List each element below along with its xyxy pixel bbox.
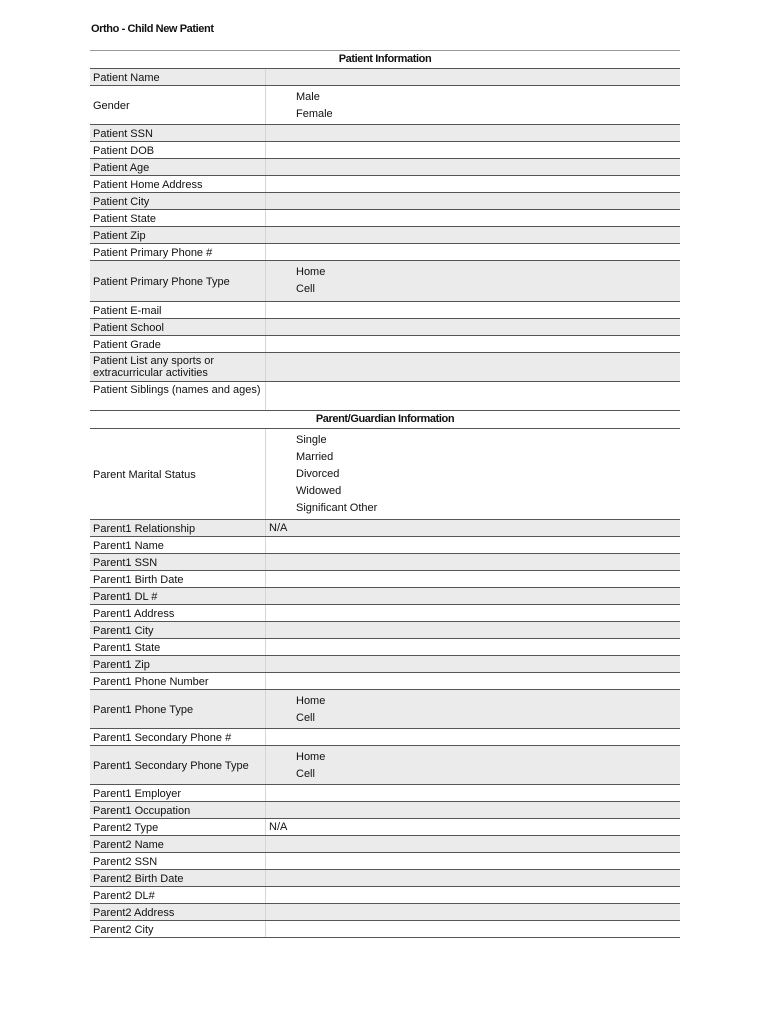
patient-zip-field[interactable] (266, 227, 680, 243)
parent1-phone-number-field[interactable] (266, 673, 680, 689)
form-row-parent2-city (90, 921, 680, 938)
parent1-ssn-field[interactable] (266, 554, 680, 570)
field-label: Parent1 Secondary Phone Type (90, 746, 266, 784)
field-label: Parent2 City (90, 921, 266, 937)
field-label: Parent1 Name (90, 537, 266, 553)
option-married[interactable]: Married (296, 451, 334, 463)
option-home[interactable]: Home (296, 695, 326, 707)
form-row-patient-age (90, 159, 680, 176)
form-row-patient-ssn (90, 125, 680, 142)
field-label: Parent2 Address (90, 904, 266, 920)
patient-name-field[interactable] (266, 69, 680, 85)
field-label: Parent1 State (90, 639, 266, 655)
field-value: N/A (269, 821, 288, 833)
form-row-parent1-secondary-phone-type (90, 746, 680, 785)
form-row-patient-state (90, 210, 680, 227)
patient-city-field[interactable] (266, 193, 680, 209)
field-label: Patient DOB (90, 142, 266, 158)
section-header-patient-information: Patient Information (90, 51, 680, 69)
form-row-parent2-address (90, 904, 680, 921)
patient-grade-field[interactable] (266, 336, 680, 352)
field-label: Patient Home Address (90, 176, 266, 192)
parent1-zip-field[interactable] (266, 656, 680, 672)
form-row-parent1-employer (90, 785, 680, 802)
option-male[interactable]: Male (296, 91, 320, 103)
form-row-patient-home-address (90, 176, 680, 193)
patient-ssn-field[interactable] (266, 125, 680, 141)
parent1-dl-field[interactable] (266, 588, 680, 604)
patient-email-field[interactable] (266, 302, 680, 318)
form-row-parent2-ssn (90, 853, 680, 870)
option-home[interactable]: Home (296, 266, 326, 278)
parent1-occupation-field[interactable] (266, 802, 680, 818)
field-label: Parent2 SSN (90, 853, 266, 869)
form-row-parent1-secondary-phone (90, 729, 680, 746)
form-row-parent1-relationship (90, 520, 680, 537)
field-label: Parent1 Address (90, 605, 266, 621)
parent2-address-field[interactable] (266, 904, 680, 920)
form-row-parent1-zip (90, 656, 680, 673)
patient-age-field[interactable] (266, 159, 680, 175)
form-row-parent2-dl (90, 887, 680, 904)
parent1-phone-type-field (266, 690, 680, 728)
parent1-employer-field[interactable] (266, 785, 680, 801)
field-label: Patient Zip (90, 227, 266, 243)
option-cell[interactable]: Cell (296, 283, 315, 295)
field-label: Patient Grade (90, 336, 266, 352)
field-label: Patient Primary Phone Type (90, 261, 266, 301)
parent2-ssn-field[interactable] (266, 853, 680, 869)
form-row-patient-primary-phone-type (90, 261, 680, 302)
parent1-secondary-phone-field[interactable] (266, 729, 680, 745)
field-label: Parent1 Birth Date (90, 571, 266, 587)
parent2-birth-date-field[interactable] (266, 870, 680, 886)
parent-marital-status-field (266, 429, 680, 519)
parent1-name-field[interactable] (266, 537, 680, 553)
form-row-patient-school (90, 319, 680, 336)
form-row-patient-siblings (90, 382, 680, 411)
parent1-city-field[interactable] (266, 622, 680, 638)
form-row-patient-grade (90, 336, 680, 353)
field-label: Parent1 Phone Type (90, 690, 266, 728)
field-label: Patient Name (90, 69, 266, 85)
form-row-gender (90, 86, 680, 125)
field-label: Parent1 Secondary Phone # (90, 729, 266, 745)
field-label: Patient List any sports or extracurricular activities (90, 353, 266, 381)
form-row-patient-zip (90, 227, 680, 244)
form-row-parent1-ssn (90, 554, 680, 571)
patient-form-table (90, 50, 680, 938)
field-label: Gender (90, 86, 266, 124)
option-widowed[interactable]: Widowed (296, 485, 342, 497)
field-label: Parent Marital Status (90, 429, 266, 519)
form-row-parent1-name (90, 537, 680, 554)
field-label: Patient Age (90, 159, 266, 175)
field-label: Patient School (90, 319, 266, 335)
field-label: Patient State (90, 210, 266, 226)
form-row-patient-primary-phone (90, 244, 680, 261)
patient-primary-phone-type-field (266, 261, 680, 301)
option-cell[interactable]: Cell (296, 712, 315, 724)
form-row-patient-email (90, 302, 680, 319)
parent1-state-field[interactable] (266, 639, 680, 655)
form-row-parent1-city (90, 622, 680, 639)
form-row-patient-dob (90, 142, 680, 159)
parent1-secondary-phone-type-field (266, 746, 680, 784)
form-row-parent1-address (90, 605, 680, 622)
field-label: Parent1 Relationship (90, 520, 266, 536)
form-row-parent-marital-status (90, 429, 680, 520)
option-female[interactable]: Female (296, 108, 333, 120)
field-value: N/A (269, 522, 288, 534)
field-label: Parent2 Birth Date (90, 870, 266, 886)
form-row-patient-name (90, 69, 680, 86)
field-label: Parent1 SSN (90, 554, 266, 570)
field-label: Parent2 Type (90, 819, 266, 835)
field-label: Patient Siblings (names and ages) (90, 382, 266, 410)
patient-siblings-field[interactable] (266, 382, 680, 410)
patient-activities-field[interactable] (266, 353, 680, 381)
form-row-parent1-birth-date (90, 571, 680, 588)
form-row-parent1-phone-number (90, 673, 680, 690)
field-label: Parent2 DL# (90, 887, 266, 903)
option-home[interactable]: Home (296, 751, 326, 763)
section-header-parent-guardian-information: Parent/Guardian Information (90, 411, 680, 429)
form-row-parent1-occupation (90, 802, 680, 819)
option-divorced[interactable]: Divorced (296, 468, 340, 480)
patient-school-field[interactable] (266, 319, 680, 335)
parent1-birth-date-field[interactable] (266, 571, 680, 587)
form-row-parent1-state (90, 639, 680, 656)
parent2-city-field[interactable] (266, 921, 680, 937)
patient-dob-field[interactable] (266, 142, 680, 158)
parent2-type-field[interactable] (266, 819, 680, 835)
patient-primary-phone-field[interactable] (266, 244, 680, 260)
document-title: Ortho - Child New Patient (91, 23, 214, 35)
form-row-parent1-phone-type (90, 690, 680, 729)
form-row-parent1-dl (90, 588, 680, 605)
field-label: Patient Primary Phone # (90, 244, 266, 260)
field-label: Patient E-mail (90, 302, 266, 318)
field-label: Patient SSN (90, 125, 266, 141)
parent1-relationship-field[interactable] (266, 520, 680, 536)
field-label: Parent1 Phone Number (90, 673, 266, 689)
gender-field (266, 86, 680, 124)
field-label: Parent1 Employer (90, 785, 266, 801)
patient-home-address-field[interactable] (266, 176, 680, 192)
field-label: Parent1 Occupation (90, 802, 266, 818)
form-row-parent2-name (90, 836, 680, 853)
field-label: Parent2 Name (90, 836, 266, 852)
field-label: Patient City (90, 193, 266, 209)
option-cell[interactable]: Cell (296, 768, 315, 780)
field-label: Parent1 City (90, 622, 266, 638)
parent2-dl-field[interactable] (266, 887, 680, 903)
form-row-parent2-birth-date (90, 870, 680, 887)
patient-state-field[interactable] (266, 210, 680, 226)
form-row-patient-city (90, 193, 680, 210)
form-row-parent2-type (90, 819, 680, 836)
option-significant-other[interactable]: Significant Other (296, 502, 378, 514)
option-single[interactable]: Single (296, 434, 327, 446)
parent2-name-field[interactable] (266, 836, 680, 852)
field-label: Parent1 Zip (90, 656, 266, 672)
parent1-address-field[interactable] (266, 605, 680, 621)
field-label: Parent1 DL # (90, 588, 266, 604)
form-row-patient-activities (90, 353, 680, 382)
